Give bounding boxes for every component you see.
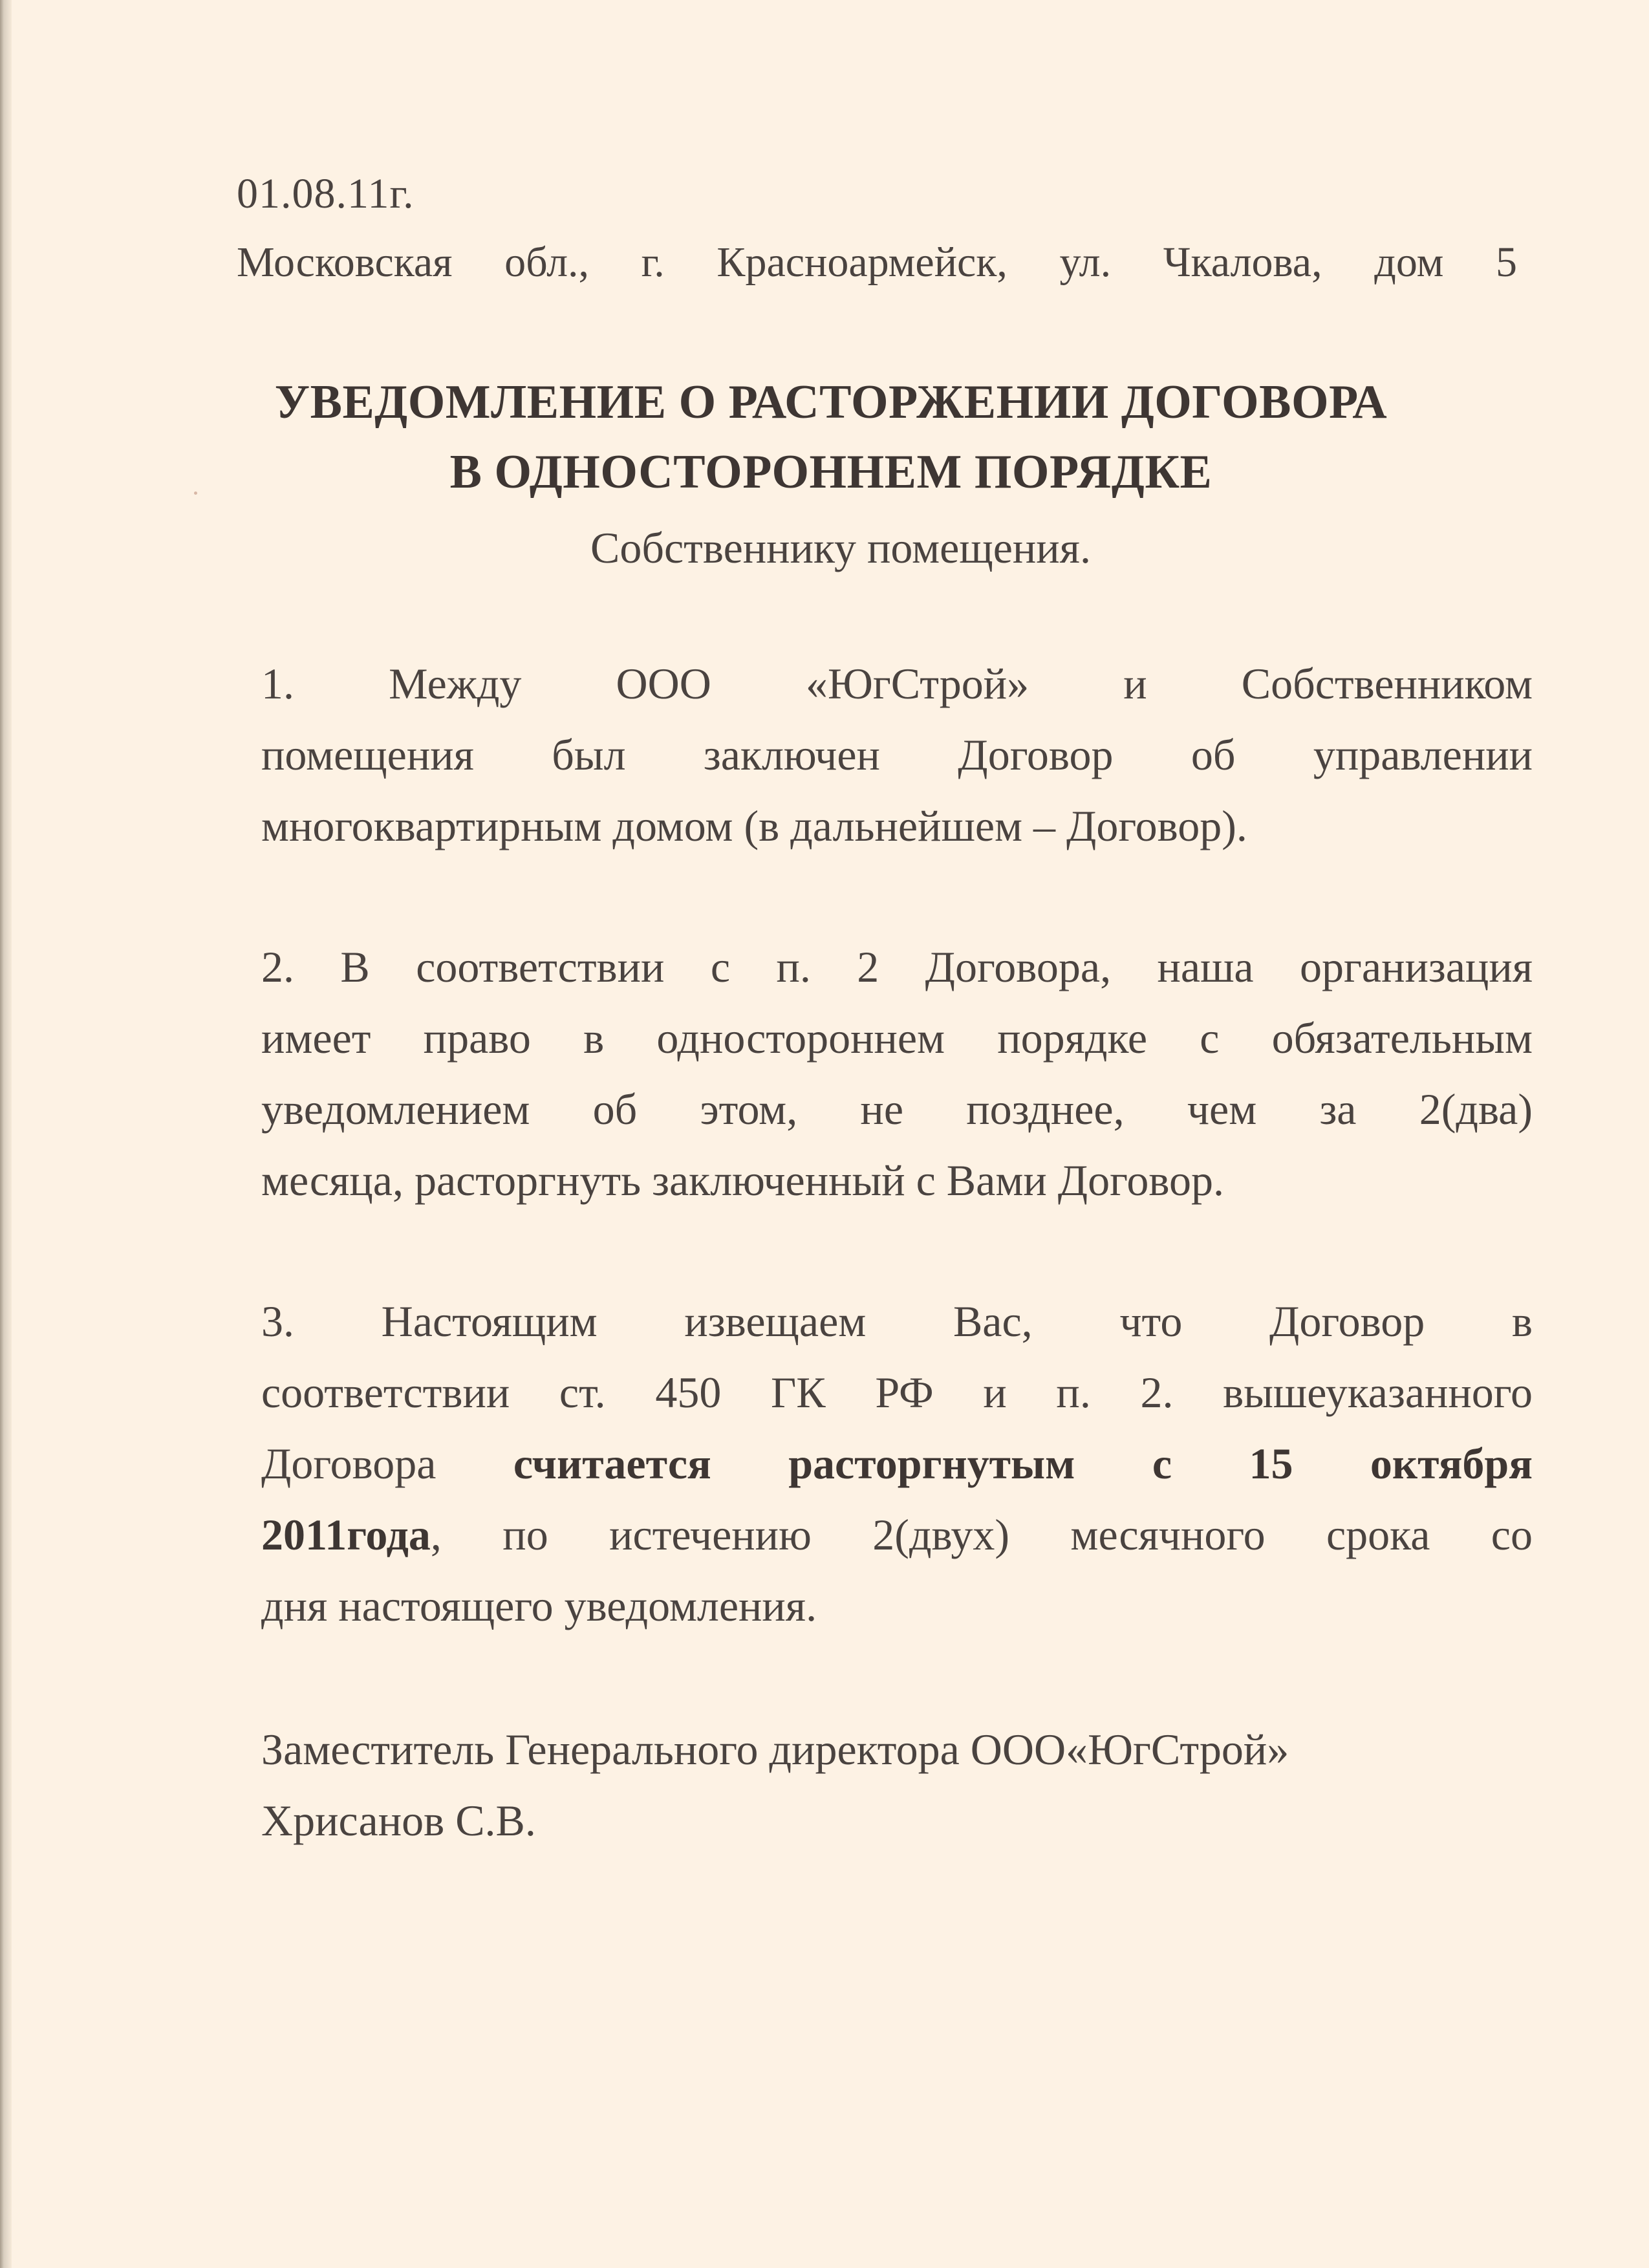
scan-left-edge (0, 0, 12, 2268)
paragraph-2-line: имеет право в одностороннем порядке с обязательным (261, 1013, 1533, 1063)
document-address: Московская обл., г. Красноармейск, ул. Чкалова, дом 5 (237, 239, 1517, 286)
termination-year-emphasis: 2011года (261, 1510, 431, 1559)
paragraph-3-line: дня настоящего уведомления. (261, 1581, 817, 1630)
signatory-name: Хрисанов С.В. (261, 1796, 536, 1845)
paragraph-1-line: многоквартирным домом (в дальнейшем – Договор). (261, 801, 1247, 850)
paragraph-3-text: , по истечению 2(двух) месячного срока со (430, 1510, 1533, 1559)
paragraph-2-line: уведомлением об этом, не позднее, чем за 2(два) (261, 1085, 1533, 1134)
paragraph-3-text: Договора (261, 1439, 436, 1488)
paragraph-3-line: 3. Настоящим извещаем Вас, что Договор в (261, 1297, 1533, 1346)
termination-date-emphasis: считается расторгнутым с 15 октября (513, 1439, 1533, 1488)
document-date: 01.08.11г. (237, 170, 415, 217)
document-title-line-1: УВЕДОМЛЕНИЕ О РАСТОРЖЕНИИ ДОГОВОРА (274, 376, 1388, 429)
signatory-position: Заместитель Генерального директора ООО«ЮгСтрой» (261, 1725, 1289, 1774)
paragraph-1-line: 1. Между ООО «ЮгСтрой» и Собственником (261, 659, 1533, 708)
paragraph-2-line: месяца, расторгнуть заключенный с Вами Договор. (261, 1156, 1224, 1205)
paragraph-3-line (261, 1438, 1533, 1489)
paragraph-3-line: соответствии ст. 450 ГК РФ и п. 2. вышеуказанного (261, 1368, 1533, 1417)
paragraph-3-line (261, 1509, 1533, 1561)
document-title-line-2: В ОДНОСТОРОННЕМ ПОРЯДКЕ (449, 446, 1212, 499)
paragraph-1-line: помещения был заключен Договор об управлении (261, 730, 1533, 779)
paragraph-2-line: 2. В соответствии с п. 2 Договора, наша организация (261, 942, 1533, 991)
document-addressee: Собственнику помещения. (590, 523, 1091, 572)
